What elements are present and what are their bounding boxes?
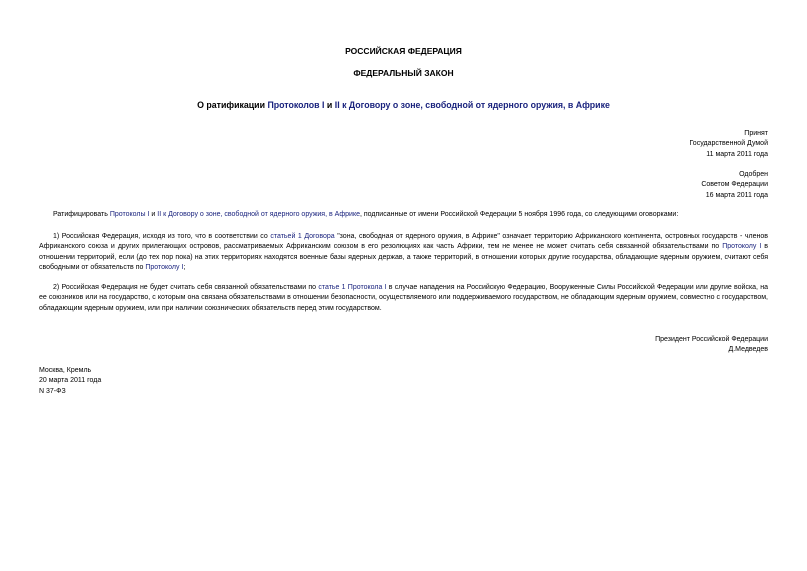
law-title [0, 99, 807, 111]
clause1-text-2: "зона, свободная от ядерного оружия, в Африке" означает территорию Африканского континента, островных государств - членов Африканского союза и других прилегающих островов, рассматриваемых Африканским союзом в его резолюциях как часть Африки, тем не менее не может считать себя связанной обязательствами по [39, 233, 768, 251]
clause1-link-treaty-article-1[interactable]: статьей 1 Договора [270, 233, 335, 240]
title-link-protocol-1[interactable]: Протоколов I [267, 100, 325, 110]
approved-label: Одобрен [739, 171, 768, 178]
clause1-link-protocol-1-a[interactable]: Протоколу I [722, 243, 762, 251]
title-prefix: О ратификации [197, 100, 268, 110]
footer-place: Москва, Кремль [39, 367, 92, 374]
intro-text-2: и [149, 211, 158, 218]
country-heading: РОССИЙСКАЯ ФЕДЕРАЦИЯ [345, 46, 462, 56]
approved-by: Советом Федерации [701, 181, 768, 189]
clause1-text-4: ; [183, 264, 186, 272]
accepted-by: Государственной Думой [689, 140, 768, 148]
signature-name: Д.Медведев [728, 346, 768, 354]
clause1-text-3: в отношении территорий, если (до тех пор пока) на этих территориях находятся военные базы ядерных держав, а также территорий, в отношении которых другие государства, обладающие ядерным оружием, считают себя свободными от обязательств по [39, 243, 768, 272]
approval-block [701, 170, 768, 201]
title-mid: и [324, 100, 335, 110]
doc-type-heading: ФЕДЕРАЛЬНЫЙ ЗАКОН [353, 68, 454, 78]
clause2-link-protocol-article-1[interactable]: статье 1 Протокола I [318, 284, 387, 291]
approved-date: 16 марта 2011 года [705, 191, 768, 199]
accepted-label: Принят [744, 130, 768, 137]
clause1-link-protocol-1-b[interactable]: Протоколу I [145, 264, 184, 272]
clause2-text-1: 2) Российская Федерация не будет считать себя связанной обязательствами по [53, 284, 319, 291]
clause1-text-1: 1) Российская Федерация, исходя из того, что в соответствии со [53, 233, 271, 240]
adoption-block [689, 129, 768, 160]
signature-block [655, 335, 768, 356]
clause2-text-2: в случае нападения на Российскую Федерацию, Вооруженные Силы Российской Федерации или другие войска, на ее союзников или на государство, с которым она связана обязательствами в отношении безопасности, осуществляемого или поддерживаемого государством, не обладающим ядерным оружием, совместно с государством, обладающим ядерным оружием, или при наличии союзнических обязательств перед этим государством. [39, 284, 769, 312]
footer-date: 20 марта 2011 года [39, 377, 102, 385]
intro-paragraph [39, 210, 768, 220]
intro-text-1: Ратифицировать [53, 211, 110, 218]
intro-link-protocol-2[interactable]: II к Договору о зоне, свободной от ядерного оружия, в Африке [157, 211, 360, 218]
footer-block [39, 366, 101, 397]
intro-link-protocol-1[interactable]: Протоколы I [109, 211, 150, 218]
title-link-protocol-2[interactable]: II к Договору о зоне, свободной от ядерного оружия, в Африке [334, 100, 610, 110]
footer-number: N 37-ФЗ [39, 387, 66, 395]
accepted-date: 11 марта 2011 года [706, 150, 768, 158]
signature-position: Президент Российской Федерации [655, 336, 768, 343]
intro-text-3: , подписанные от имени Российской Федерации 5 ноября 1996 года, со следующими оговорками: [360, 211, 679, 218]
clause-2-paragraph [39, 283, 768, 314]
clause-1-paragraph [39, 232, 768, 274]
